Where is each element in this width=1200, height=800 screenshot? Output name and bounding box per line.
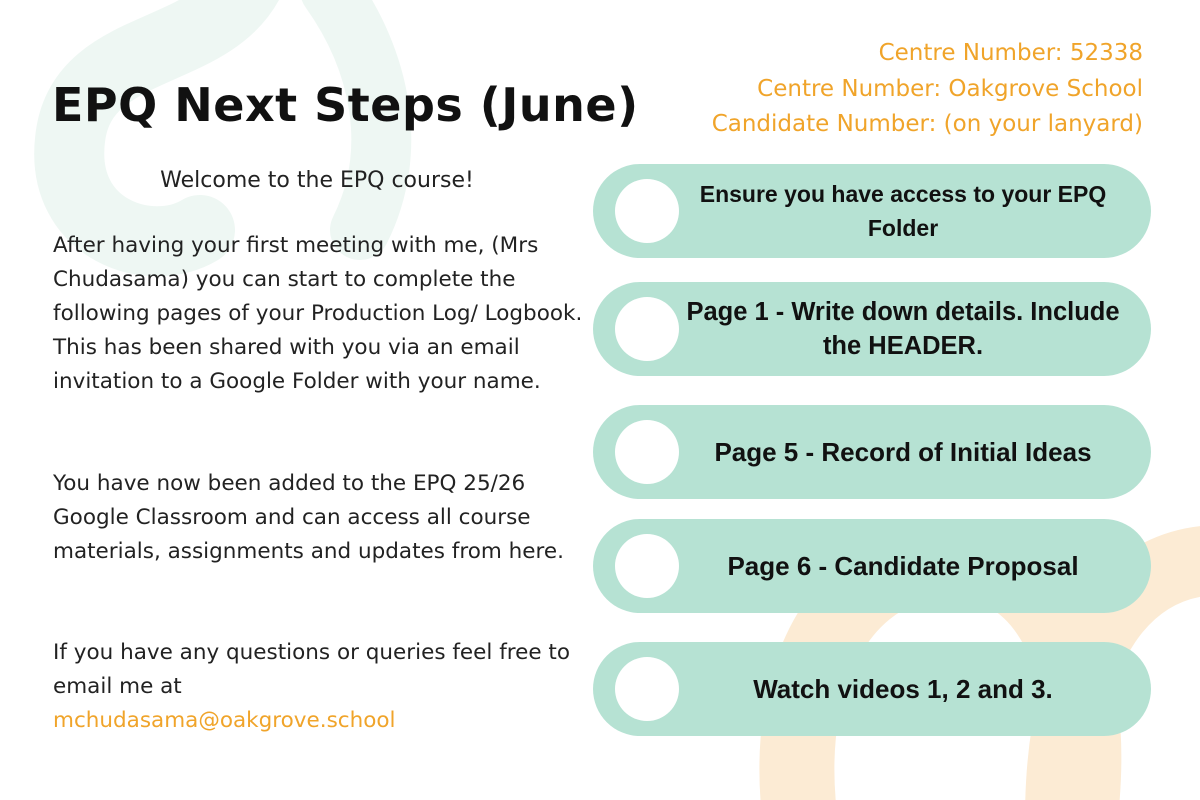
step-label: Watch videos 1, 2 and 3. — [753, 674, 1053, 704]
intro-paragraph-1: After having your first meeting with me, (Mrs Chudasama) you can start to complete the following pages of your Production Log/ Logbook. This has been shared with you via an email invitation to a Google Folder with your name. — [53, 233, 583, 394]
intro-paragraph-2: You have now been added to the EPQ 25/26 Google Classroom and can access all course materials, assignments and updates from here. — [53, 471, 564, 564]
step-label: Page 5 - Record of Initial Ideas — [714, 437, 1092, 467]
contact-paragraph — [53, 636, 598, 738]
step-item — [593, 519, 1151, 613]
step-checkbox[interactable] — [615, 657, 679, 721]
step-label: Page 6 - Candidate Proposal — [727, 551, 1079, 581]
centre-name: Centre Number: Oakgrove School — [757, 75, 1143, 102]
step-checkbox[interactable] — [615, 179, 679, 243]
step-item — [593, 164, 1151, 258]
step-label: Ensure you have access to your EPQ Folder — [699, 181, 1107, 241]
step-checkbox[interactable] — [615, 534, 679, 598]
step-checkbox[interactable] — [615, 297, 679, 361]
centre-number: Centre Number: 52338 — [878, 40, 1143, 66]
centre-info — [712, 36, 1143, 143]
welcome-text: Welcome to the EPQ course! — [160, 168, 474, 193]
step-item — [593, 642, 1151, 736]
step-label: Page 1 - Write down details. Include the HEADER. — [686, 298, 1120, 360]
candidate-number: Candidate Number: (on your lanyard) — [711, 111, 1143, 137]
step-checkbox[interactable] — [615, 420, 679, 484]
page-title: EPQ Next Steps (June) — [52, 78, 639, 132]
step-item — [593, 282, 1151, 376]
email-link[interactable]: mchudasama@oakgrove.school — [53, 708, 396, 733]
contact-text: If you have any questions or queries feel free to email me at — [53, 640, 570, 699]
step-item — [593, 405, 1151, 499]
